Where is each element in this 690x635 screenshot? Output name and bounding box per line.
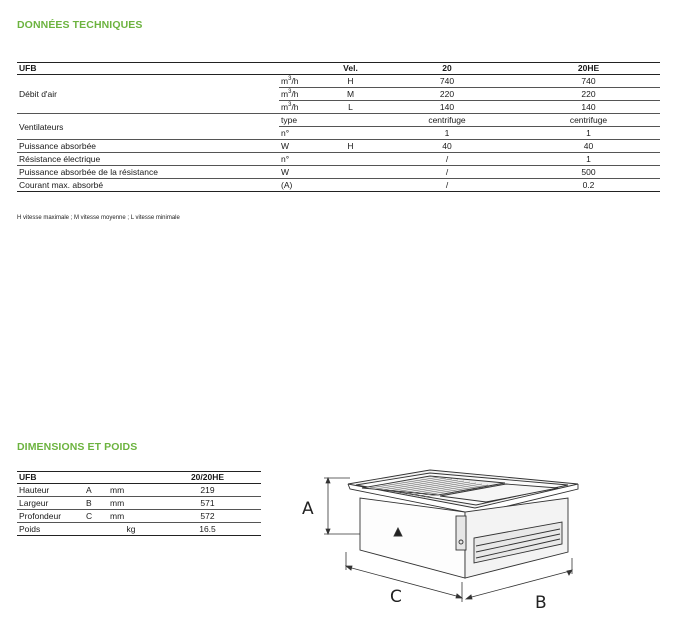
dims-row-depth (17, 510, 261, 523)
airflow-unit: $m^3/h$ (279, 75, 324, 88)
row-value: 0.2 (517, 179, 660, 192)
row-label: Résistance électrique (17, 153, 279, 166)
row-label: Courant max. absorbé (17, 179, 279, 192)
dims-header-col: 20/20HE (154, 472, 261, 484)
fans-label: Ventilateurs (17, 114, 279, 140)
dims-row-weight (17, 523, 261, 536)
row-unit: (A) (279, 179, 324, 192)
airflow-row-h (17, 75, 660, 88)
row-unit: W (279, 140, 324, 153)
heater-power-row (17, 166, 660, 179)
dim-letter: C (84, 510, 108, 523)
row-value: 40 (377, 140, 517, 153)
dims-section-title: DIMENSIONS ET POIDS (17, 441, 138, 453)
dim-label: Hauteur (17, 484, 84, 497)
airflow-value: 140 (377, 101, 517, 114)
power-row (17, 140, 660, 153)
dim-unit: mm (108, 497, 154, 510)
dim-unit: mm (108, 510, 154, 523)
dim-label: Poids (17, 523, 84, 536)
dim-letter: A (84, 484, 108, 497)
header-col1: 20 (377, 63, 517, 75)
row-label: Puissance absorbée (17, 140, 279, 153)
tech-section-title: DONNÉES TECHNIQUES (17, 19, 143, 31)
dim-unit: mm (108, 484, 154, 497)
airflow-label: Débit d'air (17, 75, 279, 114)
row-value: / (377, 166, 517, 179)
airflow-value: 740 (517, 75, 660, 88)
fans-value: centrifuge (377, 114, 517, 127)
dim-label-b: B (535, 593, 547, 613)
heater-row (17, 153, 660, 166)
airflow-speed: H (324, 75, 377, 88)
header-vel: Vel. (324, 63, 377, 75)
row-value: 1 (517, 153, 660, 166)
row-label: Puissance absorbée de la résistance (17, 166, 279, 179)
airflow-value: 220 (517, 88, 660, 101)
dim-label: Largeur (17, 497, 84, 510)
dims-header-row (17, 472, 261, 484)
dims-table (17, 471, 261, 536)
dim-label: Profondeur (17, 510, 84, 523)
fans-row-type (17, 114, 660, 127)
fans-value: 1 (517, 127, 660, 140)
row-vel (324, 153, 377, 166)
dims-header-model: UFB (17, 472, 84, 484)
row-value: / (377, 153, 517, 166)
row-vel (324, 166, 377, 179)
speed-legend-note: H vitesse maximale ; M vitesse moyenne ; L vitesse minimale (17, 215, 180, 221)
dim-value: 219 (154, 484, 261, 497)
fans-value: centrifuge (517, 114, 660, 127)
airflow-unit: $m^3/h$ (279, 101, 324, 114)
row-unit: n° (279, 153, 324, 166)
dim-label-c: C (390, 587, 402, 607)
tech-spec-table (17, 62, 660, 192)
airflow-value: 140 (517, 101, 660, 114)
dims-row-height (17, 484, 261, 497)
dim-value: 571 (154, 497, 261, 510)
row-unit: W (279, 166, 324, 179)
row-value: 40 (517, 140, 660, 153)
airflow-speed: L (324, 101, 377, 114)
fans-value: 1 (377, 127, 517, 140)
row-value: 500 (517, 166, 660, 179)
dim-unit: kg (108, 523, 154, 536)
unit-dimension-drawing (290, 450, 590, 620)
airflow-unit: $m^3/h$ (279, 88, 324, 101)
row-vel: H (324, 140, 377, 153)
fans-unit: type (279, 114, 324, 127)
current-row (17, 179, 660, 192)
dim-value: 572 (154, 510, 261, 523)
dim-value: 16.5 (154, 523, 261, 536)
airflow-value: 740 (377, 75, 517, 88)
dim-letter (84, 523, 108, 536)
row-value: / (377, 179, 517, 192)
tech-header-row (17, 63, 660, 75)
header-col2: 20HE (517, 63, 660, 75)
dim-letter: B (84, 497, 108, 510)
row-vel (324, 179, 377, 192)
dims-row-width (17, 497, 261, 510)
fans-unit: n° (279, 127, 324, 140)
airflow-speed: M (324, 88, 377, 101)
dim-label-a: A (302, 499, 314, 519)
header-model: UFB (17, 63, 279, 75)
airflow-value: 220 (377, 88, 517, 101)
